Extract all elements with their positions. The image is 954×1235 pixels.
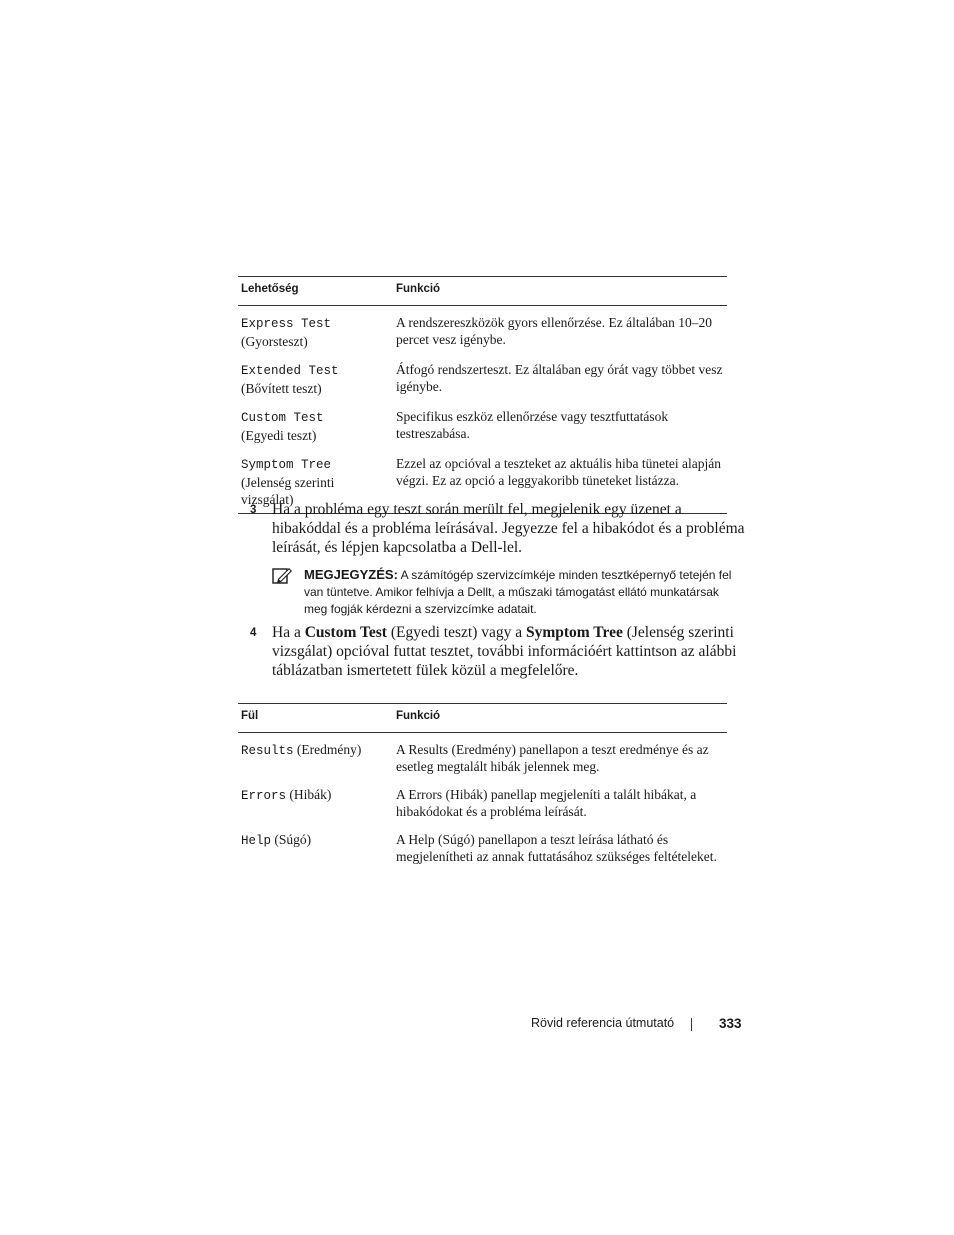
option-subtitle: (Gyorsteszt) [241, 334, 308, 349]
option-description: Specifikus eszköz ellenőrzése vagy tesztfuttatások testreszabása. [396, 409, 669, 441]
column-header: Funkció [393, 704, 727, 733]
step-number: 4 [250, 627, 257, 639]
note-label: MEGJEGYZÉS: [304, 567, 398, 582]
custom-test-term: Custom Test [304, 624, 387, 641]
option-cell [238, 359, 393, 406]
step-text-part: Ha a [272, 624, 305, 641]
option-name: Custom Test [241, 411, 324, 425]
symptom-tree-term: Symptom Tree [525, 624, 623, 641]
option-subtitle: (Egyedi teszt) [241, 428, 317, 443]
option-description: Átfogó rendszerteszt. Ez általában egy órát vagy többet vesz igénybe. [396, 362, 723, 394]
table-row [238, 406, 727, 453]
tab-subtitle: (Hibák) [289, 787, 332, 802]
option-description: Ezzel az opcióval a teszteket az aktuális hiba tünetei alapján végzi. Ez az opció a leggyakoribb tüneteket listázza. [393, 453, 727, 514]
table-row [238, 359, 727, 406]
note-box [272, 566, 732, 618]
page-number: 333 [719, 1016, 742, 1031]
options-table [238, 276, 727, 514]
tab-description: A Results (Eredmény) panellapon a teszt eredménye és az esetleg megtalált hibák jelennek meg. [396, 742, 709, 774]
option-name: Extended Test [241, 364, 339, 378]
tab-subtitle: (Súgó) [274, 832, 312, 847]
table-row [238, 829, 727, 874]
step-4 [250, 623, 750, 680]
column-header: Funkció [393, 277, 727, 306]
tabs-table [238, 703, 727, 874]
tab-description: A Errors (Hibák) panellap megjeleníti a talált hibákat, a hibakódokat és a probléma leírását. [396, 787, 697, 819]
option-cell [238, 306, 393, 360]
table-row [238, 306, 727, 360]
step-3 [250, 500, 750, 557]
footer-divider [691, 1018, 692, 1031]
step-text-part: (Jelenség szerinti vizsgálat) opcióval futtat tesztet, további információért kattintson az alábbi táblázatban ismertetett fülek közül a megfelelőre. [272, 624, 737, 679]
tab-cell [238, 784, 393, 829]
option-name: Express Test [241, 317, 332, 331]
option-subtitle: (Bővített teszt) [241, 381, 322, 396]
option-name: Symptom Tree [241, 458, 332, 472]
step-text-part: (Egyedi teszt) vagy a [386, 624, 526, 641]
tab-description: A Help (Súgó) panellapon a teszt leírása látható és megjelenítheti az annak futtatásához szükséges feltételeket. [396, 832, 717, 864]
step-number: 3 [250, 504, 257, 516]
step-text: Ha a probléma egy teszt során merült fel, megjelenik egy üzenet a hibakóddal és a probléma leírásával. Jegyezze fel a hibakódot és a probléma leírását, és lépjen kapcsolatba a Dell-lel. [272, 501, 745, 556]
footer-title: Rövid referencia útmutató [531, 1016, 675, 1030]
table-row [238, 784, 727, 829]
table-header-row [238, 277, 727, 306]
option-description: A rendszereszközök gyors ellenőrzése. Ez általában 10–20 percet vesz igénybe. [396, 315, 712, 347]
column-header: Lehetőség [238, 277, 393, 306]
note-pencil-icon [272, 566, 294, 584]
table-header-row [238, 704, 727, 733]
tab-cell [238, 733, 393, 785]
step-text [272, 623, 750, 680]
tab-subtitle: (Eredmény) [296, 742, 362, 757]
column-header: Fül [238, 704, 393, 733]
note-text-block [304, 566, 732, 618]
table-row [238, 733, 727, 785]
tab-cell [238, 829, 393, 874]
note-text: A számítógép szervizcímkéje minden tesztképernyő tetején fel van tüntetve. Amikor felhívja a Dellt, a műszaki támogatást ellátó munkatársak meg fogják kérdezni a szervizcímke adatait. [304, 568, 732, 616]
tab-name: Results [241, 744, 294, 758]
option-cell [238, 406, 393, 453]
tab-name: Help [241, 834, 272, 848]
option-subtitle: (Jelenség szerinti vizsgálat) [241, 475, 335, 507]
tab-name: Errors [241, 789, 287, 803]
